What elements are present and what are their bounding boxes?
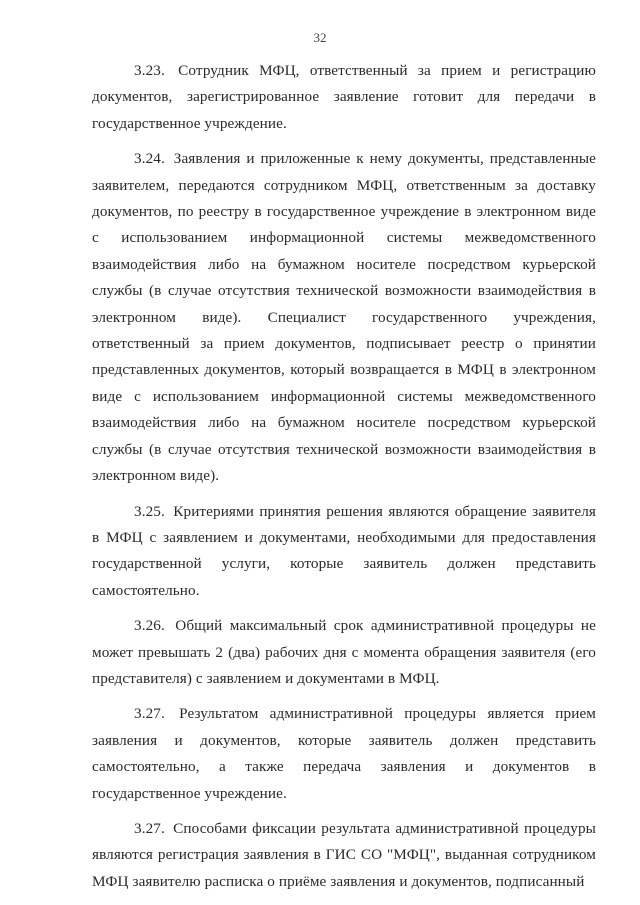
paragraph-text: Заявления и приложенные к нему документы, представленные заявителем, передаются сотрудником МФЦ, ответственным за доставку документов, по реестру в государственное учреждение в электронном виде с использованием информационной системы межведомственного взаимодействия либо на бумажном носителе посредством курьерской службы (в случае отсутствия технической возможности взаимодействия в электронном виде). Специалист государственного учреждения, ответственный за прием документов, подписывает реестр о принятии представленных документов, который возвращается в МФЦ в электронном виде с использованием информационной системы межведомственного взаимодействия либо на бумажном носителе посредством курьерской службы (в случае отсутствия технической возможности взаимодействия в электронном виде). xyxy=(92,150,596,485)
page-number: 32 xyxy=(313,30,327,45)
paragraph-3-25 xyxy=(92,499,596,605)
paragraph-text: Способами фиксации результата административной процедуры являются регистрация заявления в ГИС СО "МФЦ", выданная сотрудником МФЦ заявителю расписка о приёме заявления и документов, подписанный xyxy=(92,819,596,890)
paragraph-number: 3.25. xyxy=(134,502,165,520)
paragraph-text: Критериями принятия решения являются обращение заявителя в МФЦ с заявлением и документами, необходимыми для предоставления государственной услуги, которые заявитель должен представить самостоятельно. xyxy=(92,502,596,599)
paragraph-number: 3.23. xyxy=(134,62,165,79)
paragraph-text: Результатом административной процедуры является прием заявления и документов, которые заявитель должен представить самостоятельно, а также передача заявления и документов в государственное учреждение. xyxy=(92,705,596,802)
paragraph-3-23 xyxy=(92,58,596,137)
paragraph-number: 3.27. xyxy=(134,705,165,723)
paragraph-3-27-result xyxy=(92,701,596,807)
paragraph-text: Общий максимальный срок административной процедуры не может превышать 2 (два) рабочих дня с момента обращения заявителя (его представителя) с заявлением и документами в МФЦ. xyxy=(92,617,596,687)
paragraph-number: 3.27. xyxy=(134,819,165,837)
document-body xyxy=(92,58,596,904)
paragraph-text: Сотрудник МФЦ, ответственный за прием и регистрацию документов, зарегистрированное заявление готовит для передачи в государственное учреждение. xyxy=(92,62,596,132)
paragraph-3-24 xyxy=(92,146,596,489)
paragraph-number: 3.24. xyxy=(134,150,165,168)
paragraph-3-26 xyxy=(92,613,596,692)
paragraph-3-27-fixation xyxy=(92,816,596,895)
paragraph-number: 3.26. xyxy=(134,617,165,635)
